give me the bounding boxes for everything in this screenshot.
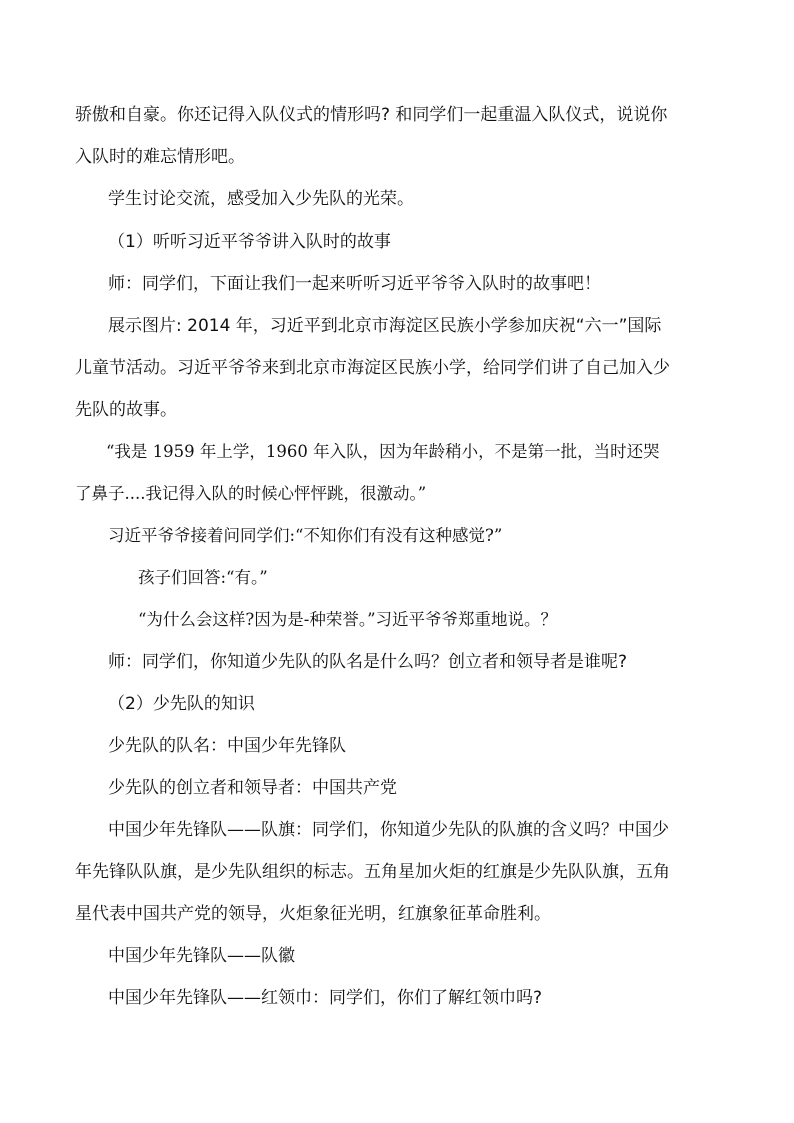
quote-line-5: “为什么会这样?因为是-种荣誉。”习近平爷爷郑重地说。？ (138, 610, 558, 629)
paragraph-line-6: 展示图片: 2014 年，习近平到北京市海淀区民族小学参加庆祝“六一”国际 (108, 316, 662, 336)
paragraph-line-8: 先队的故事。 (75, 400, 177, 420)
section-heading-2: （2）少先队的知识 (108, 694, 255, 714)
quote-line-1: “我是 1959 年上学，1960 年入队，因为年龄稍小，不是第一批，当时还哭 (106, 442, 660, 461)
quote-line-3: 习近平爷爷接着问同学们:“不知你们有没有这种感觉?” (108, 526, 503, 545)
quote-line-2: 了鼻子....我记得入队的时候心怦怦跳，很激动。” (75, 484, 427, 503)
paragraph-line-14: 师：同学们，你知道少先队的队名是什么吗？创立者和领导者是谁呢? (108, 652, 628, 672)
paragraph-line-20: 星代表中国共产党的领导，火炬象征光明，红旗象征革命胜利。 (75, 904, 551, 924)
quote-line-4: 孩子们回答:“有。” (138, 568, 268, 587)
paragraph-line-5: 师：同学们，下面让我们一起来听听习近平爷爷入队时的故事吧！ (108, 274, 601, 294)
paragraph-line-16: 少先队的队名：中国少年先锋队 (108, 736, 346, 756)
paragraph-line-21: 中国少年先锋队——队徽 (108, 946, 295, 966)
paragraph-line-1: 骄傲和自豪。你还记得入队仪式的情形吗? 和同学们一起重温入队仪式，说说你 (75, 105, 668, 125)
section-heading-1: （1）听听习近平爷爷讲入队时的故事 (108, 232, 391, 252)
paragraph-line-19: 年先锋队队旗，是少先队组织的标志。五角星加火炬的红旗是少先队队旗，五角 (75, 862, 670, 882)
paragraph-line-18: 中国少年先锋队——队旗：同学们，你知道少先队的队旗的含义吗？中国少 (108, 820, 669, 840)
paragraph-line-3: 学生讨论交流，感受加入少先队的光荣。 (108, 189, 414, 209)
paragraph-line-2: 入队时的难忘情形吧。 (75, 147, 245, 167)
paragraph-line-22: 中国少年先锋队——红领巾：同学们，你们了解红领巾吗? (108, 988, 543, 1008)
paragraph-line-17: 少先队的创立者和领导者：中国共产党 (108, 778, 397, 798)
paragraph-line-7: 儿童节活动。习近平爷爷来到北京市海淀区民族小学，给同学们讲了自己加入少 (75, 358, 670, 378)
